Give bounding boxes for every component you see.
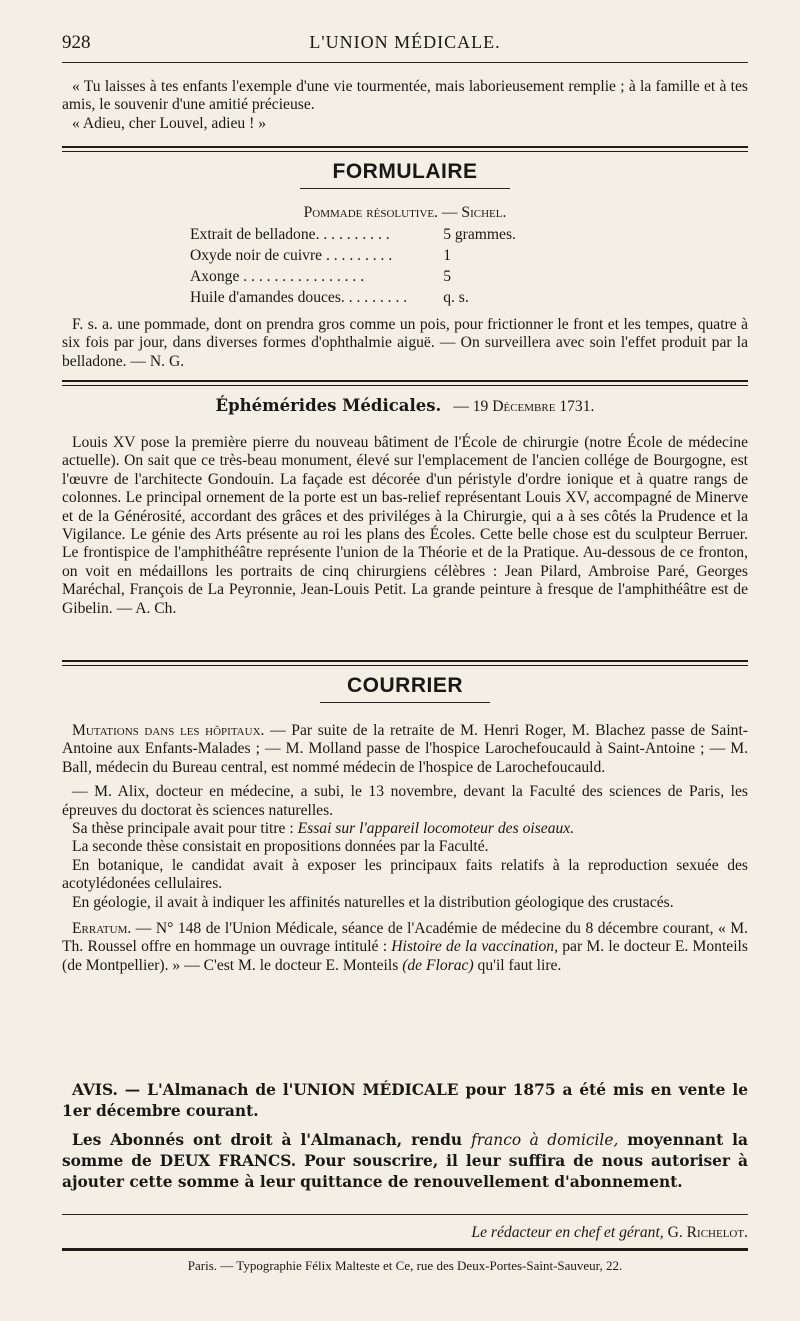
seconde-paragraph: La seconde thèse consistait en propositions données par la Faculté.: [72, 838, 489, 856]
botanique-paragraph: En botanique, le candidat avait à exposer les principaux faits relatifs à la reproduction sexuée des acotylédonées cellulaires.: [62, 856, 748, 893]
formulaire-title: FORMULAIRE: [332, 160, 478, 183]
title-underline: [300, 188, 510, 189]
ingredient-name: Extrait de belladone. . . . . . . . . .: [190, 226, 390, 243]
avis-paragraph-2: Les Abonnés ont droit à l'Almanach, rendu franco à domicile, moyennant la somme de DEUX FRANCS. Pour souscrire, il leur suffira de nous autoriser à ajouter cette somme à leur quittance de renouvellement d'abonnement.: [62, 1131, 748, 1191]
section-divider: [62, 660, 748, 666]
geologie-paragraph: En géologie, il avait à indiquer les affinités naturelles et la distribution géologique des crustacés.: [72, 893, 674, 911]
ingredient-quantity: 5: [443, 268, 451, 285]
ingredient-quantity: 5 grammes.: [443, 226, 516, 243]
intro-farewell: « Adieu, cher Louvel, adieu ! »: [72, 114, 266, 132]
ingredient-row: [190, 289, 516, 310]
page-header: [62, 32, 748, 58]
ingredient-row: [190, 247, 516, 268]
ephemerides-date: — 19 Décembre 1731.: [453, 398, 595, 415]
header-rule: [62, 62, 748, 63]
ingredient-quantity: 1: [443, 247, 451, 264]
avis-block: [62, 1080, 748, 1193]
journal-title: L'UNION MÉDICALE.: [309, 32, 501, 52]
footer-rule: [62, 1248, 748, 1251]
mutations-paragraph: Mutations dans les hôpitaux. — Par suite de la retraite de M. Henri Roger, M. Blachez passe de Saint-Antoine aux Enfants-Malades ; — M. Molland passe de l'hospice Larochefoucauld à Saint-Antoine ; — M. Ball, médecin du Bureau central, est nommé médecin de l'hospice de Larochefoucauld.: [62, 722, 748, 776]
ephemerides-body: Louis XV pose la première pierre du nouveau bâtiment de l'École de chirurgie (notre École de médecine actuelle). On sait que ce très-beau monument, élevé sur l'emplacement de l'ancien collége de Bourgogne, est l'œuvre de l'architecte Gondouin. La façade est décorée d'un péristyle d'ordre ionique et à quatre rangs de colonnes. Le principal ornement de la porte est un bas-relief représentant Louis XV, accompagné de Minerve et de la Générosité, accordant des grâces et des priviléges à la Chirurgie, qui a à ses côtés la Prudence et la Vigilance. Le génie des Arts présente au roi les plans des Écoles. Cette belle chose est du sculpteur Berruer. Le frontispice de l'amphithéâtre représente l'union de la Théorie et de la Pratique. Au-dessous de ce fronton, on voit en médaillons les portraits de cinq chirurgiens célèbres : Jean Pilard, Ambroise Paré, Georges Maréchal, François de La Peyronnie, Jean-Louis Petit. La grande peinture à fresque de l'amphithéâtre est de Gibelin. — A. Ch.: [62, 434, 748, 617]
ingredient-quantity: q. s.: [443, 289, 469, 306]
section-divider: [62, 380, 748, 386]
section-divider: [62, 146, 748, 152]
ingredient-name: Axonge . . . . . . . . . . . . . . . .: [190, 268, 365, 285]
courrier-body: [62, 722, 748, 975]
ingredient-name: Oxyde noir de cuivre . . . . . . . . .: [190, 247, 393, 264]
recipe-table: [190, 226, 516, 310]
recipe-instructions: F. s. a. une pommade, dont on prendra gros comme un pois, pour frictionner le front et les tempes, quatre à six fois par jour, dans diverses formes d'ophthalmie aiguë. — On surveillera avec soin l'effet produit par la belladone. — N. G.: [62, 316, 748, 370]
intro-paragraph: « Tu laisses à tes enfants l'exemple d'une vie tourmentée, mais laborieusement remplie ; à la famille et à tes amis, le souvenir d'une amitié précieuse.: [62, 78, 748, 114]
ingredient-name: Huile d'amandes douces. . . . . . . . .: [190, 289, 408, 306]
alix-paragraph: — M. Alix, docteur en médecine, a subi, le 13 novembre, devant la Faculté des sciences de Paris, les épreuves du doctorat ès sciences naturelles.: [62, 783, 748, 819]
signature-rule: [62, 1214, 748, 1215]
ephemerides-heading: [62, 396, 748, 416]
signature: Le rédacteur en chef et gérant, G. Richelot.: [471, 1224, 748, 1241]
ingredient-row: [190, 226, 516, 247]
ingredient-row: [190, 268, 516, 289]
intro-block: [62, 78, 748, 133]
recipe-title: Pommade résolutive. — Sichel.: [303, 204, 507, 221]
title-underline: [320, 702, 490, 703]
page-number: 928: [62, 32, 91, 53]
erratum-paragraph: Erratum. — N° 148 de l'Union Médicale, séance de l'Académie de médecine du 8 décembre courant, « M. Th. Roussel offre en hommage un ouvrage intitulé : Histoire de la vaccination, par M. le docteur E. Monteils (de Montpellier). » — C'est M. le docteur E. Monteils (de Florac) qu'il faut lire.: [62, 920, 748, 974]
courrier-title: COURRIER: [346, 674, 463, 697]
ephemerides-title: Éphémérides Médicales.: [215, 396, 442, 415]
these-paragraph: Sa thèse principale avait pour titre : Essai sur l'appareil locomoteur des oiseaux.: [72, 820, 575, 838]
printer-footer: Paris. — Typographie Félix Malteste et Ce, rue des Deux-Portes-Saint-Sauveur, 22.: [187, 1258, 623, 1273]
avis-paragraph-1: AVIS. — L'Almanach de l'UNION MÉDICALE pour 1875 a été mis en vente le 1er décembre courant.: [62, 1081, 748, 1120]
